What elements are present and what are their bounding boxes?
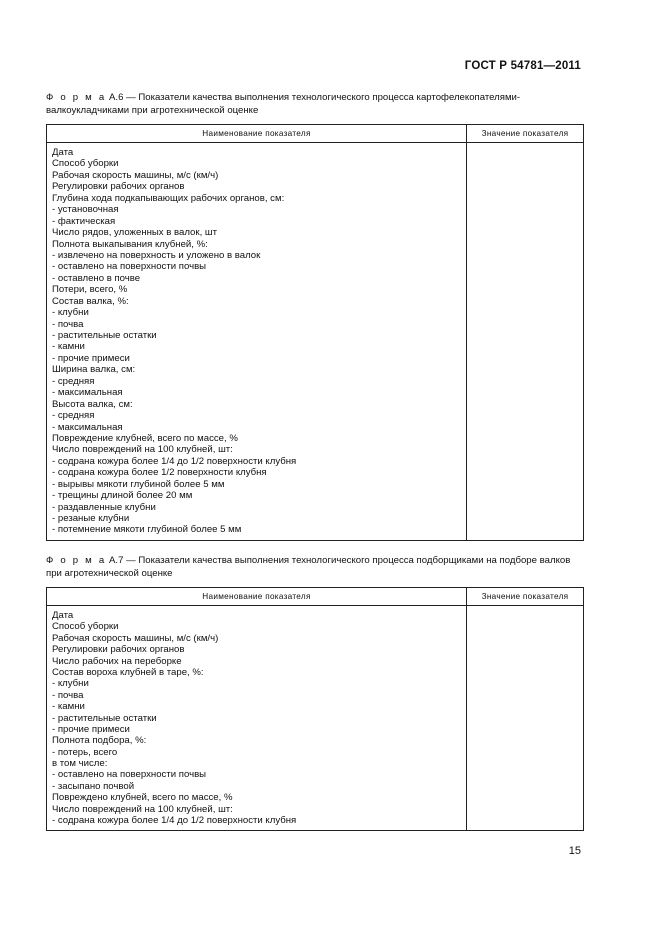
indicator-row: - почва (52, 689, 84, 701)
indicator-row: - содрана кожура более 1/2 поверхности клубня (52, 467, 267, 479)
indicator-row: - резаные клубни (52, 513, 130, 524)
form-a7-caption-text: — Показатели качества выполнения технологического процесса подборщиками на подборе валков при агротехнической оценке (46, 555, 571, 579)
indicator-row: Регулировки рабочих органов (52, 181, 185, 193)
indicator-row: Повреждено клубней, всего по массе, % (52, 792, 233, 804)
form-a6-indicator-cell (47, 143, 467, 541)
indicator-row: - содрана кожура более 1/4 до 1/2 поверхности клубня (52, 815, 297, 827)
indicator-row: - клубни (52, 678, 89, 690)
indicator-row: - камни (52, 341, 85, 353)
indicator-row: - засыпано почвой (52, 780, 135, 792)
indicator-row: Дата (52, 147, 74, 158)
indicator-row: - оставлено на поверхности почвы (52, 769, 207, 781)
form-a6-caption-text: — Показатели качества выполнения технологического процесса картофелекопателями-валкоукладчиками при агротехнической оценке (46, 92, 521, 116)
form-a7-indicator-cell (47, 606, 467, 831)
indicator-row: Полнота подбора, %: (52, 735, 147, 747)
indicator-row: в том числе: (52, 758, 108, 770)
indicator-row: - фактическая (52, 215, 116, 227)
form-a6-header-value: Значение показателя (467, 125, 584, 143)
indicator-row: - камни (52, 701, 85, 713)
indicator-row: - прочие примеси (52, 723, 130, 735)
form-a6-table (46, 124, 584, 541)
form-a6-header-name: Наименование показателя (47, 125, 467, 143)
form-a6-number: А.6 (109, 92, 124, 103)
indicator-row: Состав вороха клубней в таре, %: (52, 666, 204, 678)
indicator-row: - извлечено на поверхность и уложено в валок (52, 249, 261, 261)
indicator-row: - растительные остатки (52, 330, 157, 341)
indicator-row: Число повреждений на 100 клубней, шт: (52, 444, 233, 456)
indicator-row: Регулировки рабочих органов (52, 644, 185, 656)
indicator-row: Полнота выкапывания клубней, %: (52, 238, 208, 250)
form-a7-caption (46, 555, 581, 580)
indicator-row: - содрана кожура более 1/4 до 1/2 поверхности клубня (52, 455, 297, 467)
indicator-row: - растительные остатки (52, 712, 157, 724)
form-a7-number: А.7 (109, 555, 124, 566)
indicator-row: Дата (52, 610, 74, 621)
indicator-row: - средняя (52, 375, 95, 387)
indicator-row: - максимальная (52, 387, 123, 399)
indicator-row: Глубина хода подкапывающих рабочих органов, см: (52, 192, 285, 204)
indicator-row: - прочие примеси (52, 352, 130, 364)
form-a6-caption (46, 92, 581, 117)
form-a7-value-cell (467, 606, 584, 831)
indicator-row: Высота валка, см: (52, 398, 133, 410)
indicator-row: Рабочая скорость машины, м/с (км/ч) (52, 169, 219, 181)
indicator-row: Ширина валка, см: (52, 364, 136, 376)
indicator-row: - трещины длиной более 20 мм (52, 490, 193, 502)
indicator-row: - установочная (52, 204, 119, 216)
indicator-row: Число повреждений на 100 клубней, шт: (52, 803, 233, 815)
form-a7-label: Ф о р м а (46, 555, 107, 566)
standard-code: ГОСТ Р 54781—2011 (464, 60, 581, 72)
indicator-row: - оставлено в почве (52, 272, 141, 284)
indicator-row: Способ уборки (52, 158, 119, 170)
indicator-row: - раздавленные клубни (52, 501, 156, 513)
indicator-row: - максимальная (52, 421, 123, 433)
indicator-row: - средняя (52, 410, 95, 422)
indicator-row: - почва (52, 318, 84, 330)
indicator-row: Число рядов, уложенных в валок, шт (52, 227, 218, 239)
indicator-row: Рабочая скорость машины, м/с (км/ч) (52, 632, 219, 644)
form-a6-label: Ф о р м а (46, 92, 107, 103)
form-a7-header-value: Значение показателя (467, 588, 584, 606)
form-a7-header-name: Наименование показателя (47, 588, 467, 606)
indicator-row: Состав валка, %: (52, 295, 129, 307)
indicator-row: - клубни (52, 307, 89, 319)
form-a7-indicator-list (47, 606, 466, 828)
indicator-row: Способ уборки (52, 621, 119, 633)
form-a6-value-cell (467, 143, 584, 541)
indicator-row: - вырывы мякоти глубиной более 5 мм (52, 478, 225, 490)
page-number: 15 (568, 845, 581, 857)
indicator-row: Повреждение клубней, всего по массе, % (52, 432, 238, 444)
form-a6-indicator-list (47, 143, 466, 538)
indicator-row: Число рабочих на переборке (52, 655, 182, 667)
form-a7-table (46, 587, 584, 831)
indicator-row: - потемнение мякоти глубиной более 5 мм (52, 524, 242, 536)
indicator-row: - оставлено на поверхности почвы (52, 261, 207, 273)
indicator-row: - потерь, всего (52, 746, 118, 758)
indicator-row: Потери, всего, % (52, 284, 128, 296)
